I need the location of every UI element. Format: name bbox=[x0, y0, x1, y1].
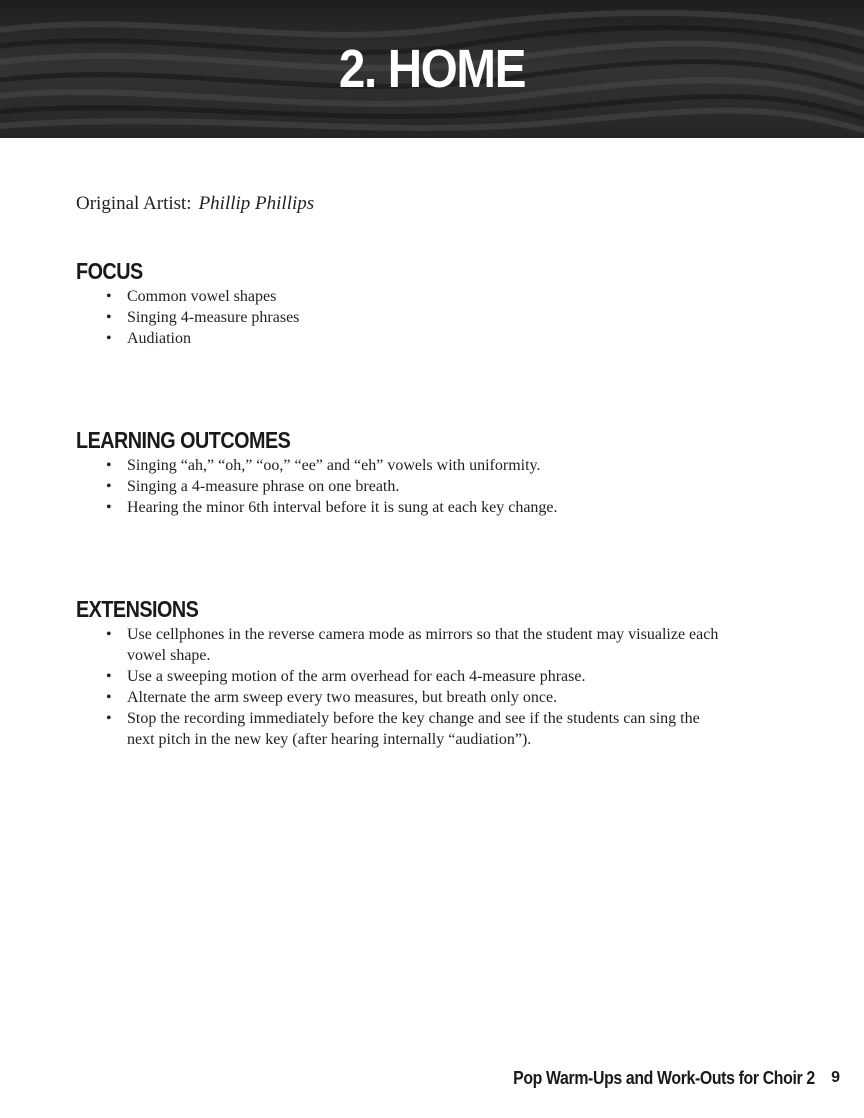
list-item: • Common vowel shapes bbox=[106, 288, 277, 305]
list-item: • Audiation bbox=[106, 330, 191, 347]
page-title: 2. HOME bbox=[338, 39, 526, 99]
list-item: • Singing 4-measure phrases bbox=[106, 309, 300, 326]
list-item: • Stop the recording immediately before the key change and see if the students can sing the next pitch in the new key (after hearing internally “audiation”). bbox=[106, 710, 700, 748]
list-item: • Singing a 4-measure phrase on one breath. bbox=[106, 478, 400, 495]
list-item: • Singing “ah,” “oh,” “oo,” “ee” and “eh” vowels with uniformity. bbox=[106, 457, 541, 474]
page-number: 9 bbox=[831, 1069, 840, 1086]
focus-heading: FOCUS bbox=[76, 258, 143, 284]
focus-list bbox=[76, 286, 776, 349]
list-item: • Use cellphones in the reverse camera mode as mirrors so that the student may visualize each vowel shape. bbox=[106, 626, 719, 664]
extensions-list bbox=[76, 624, 726, 750]
learning-outcomes-section bbox=[76, 427, 776, 518]
list-item: • Alternate the arm sweep every two measures, but breath only once. bbox=[106, 689, 558, 706]
original-artist bbox=[76, 191, 314, 217]
list-item: • Use a sweeping motion of the arm overhead for each 4-measure phrase. bbox=[106, 668, 586, 685]
list-item: • Hearing the minor 6th interval before it is sung at each key change. bbox=[106, 499, 558, 516]
extensions-section bbox=[76, 596, 726, 750]
extensions-heading: EXTENSIONS bbox=[76, 596, 199, 622]
original-artist-label: Original Artist: bbox=[76, 193, 192, 214]
title-banner bbox=[0, 0, 864, 138]
book-title: Pop Warm-Ups and Work-Outs for Choir 2 bbox=[513, 1067, 816, 1088]
original-artist-name: Phillip Phillips bbox=[198, 193, 315, 214]
learning-outcomes-heading: LEARNING OUTCOMES bbox=[76, 427, 291, 453]
page-footer bbox=[472, 1066, 840, 1090]
learning-outcomes-list bbox=[76, 455, 776, 518]
focus-section bbox=[76, 258, 776, 349]
